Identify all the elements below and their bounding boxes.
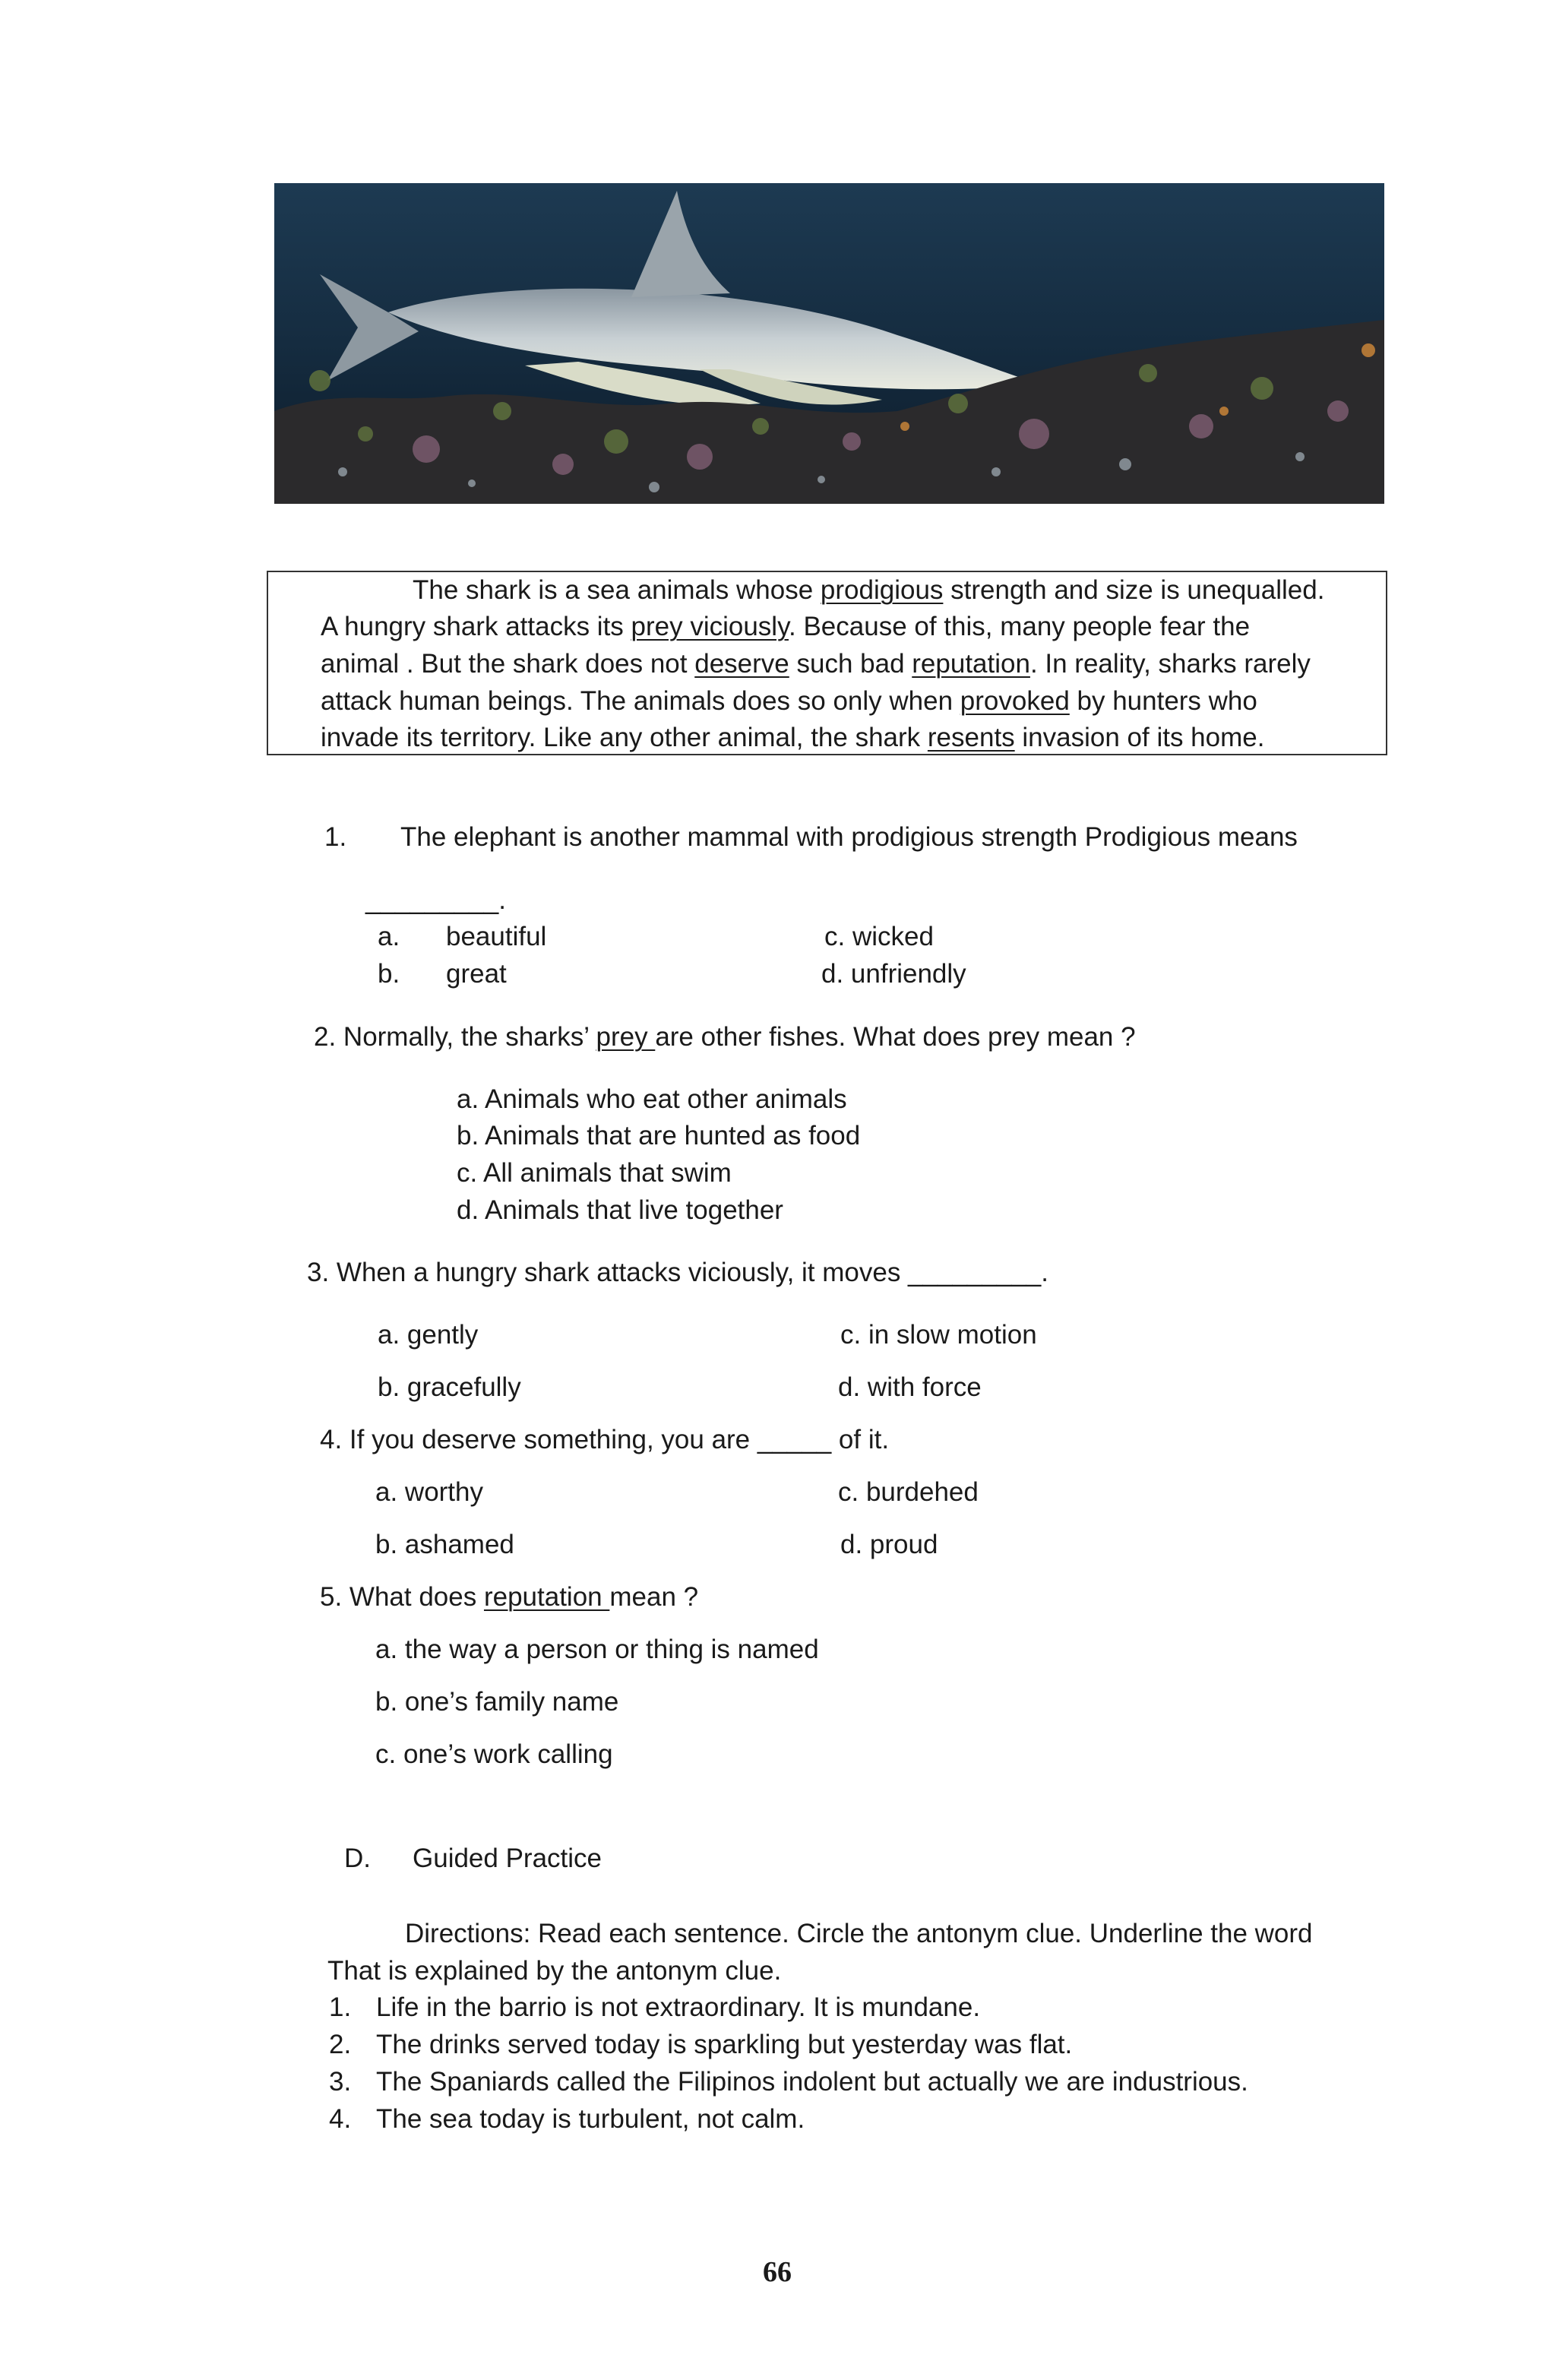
q5-option-a: a. the way a person or thing is named — [375, 1635, 819, 1664]
q2-option-d: d. Animals that live together — [457, 1195, 783, 1225]
passage-line-4: attack human beings. The animals does so only when provoked by hunters who — [321, 686, 1257, 716]
q1-a-letter: a. — [378, 922, 400, 951]
q1-number: 1. — [324, 822, 347, 852]
practice-item-1-number: 1. — [329, 1992, 352, 2022]
q5-option-c: c. one’s work calling — [375, 1739, 613, 1769]
practice-item-2: The drinks served today is sparkling but yesterday was flat. — [376, 2030, 1073, 2059]
q4-option-b: b. ashamed — [375, 1530, 514, 1559]
q3-option-c: c. in slow motion — [840, 1320, 1037, 1350]
q1-b-text: great — [446, 959, 507, 989]
q1-a-text: beautiful — [446, 922, 547, 951]
practice-item-2-number: 2. — [329, 2030, 352, 2059]
q5-text: 5. What does reputation mean ? — [320, 1582, 699, 1612]
q2-option-c: c. All animals that swim — [457, 1158, 732, 1188]
shark-photo — [274, 183, 1384, 504]
q2-option-a: a. Animals who eat other animals — [457, 1084, 847, 1114]
passage-line-1: The shark is a sea animals whose prodigious strength and size is unequalled. — [413, 575, 1325, 605]
q2-text: 2. Normally, the sharks’ prey are other fishes. What does prey mean ? — [314, 1022, 1136, 1052]
practice-item-4-number: 4. — [329, 2104, 352, 2134]
passage-line-3: animal . But the shark does not deserve such bad reputation. In reality, sharks rarely — [321, 649, 1311, 679]
q1-blank: _________. — [365, 885, 506, 915]
passage-line-2: A hungry shark attacks its prey viciously. Because of this, many people fear the — [321, 612, 1251, 641]
passage-box — [267, 571, 1387, 755]
practice-item-3: The Spaniards called the Filipinos indolent but actually we are industrious. — [376, 2067, 1248, 2097]
q1-d: d. unfriendly — [821, 959, 966, 989]
q1-c: c. wicked — [824, 922, 934, 951]
section-letter: D. — [344, 1844, 371, 1873]
q1-b-letter: b. — [378, 959, 400, 989]
practice-item-1: Life in the barrio is not extraordinary. It is mundane. — [376, 1992, 981, 2022]
q4-option-c: c. burdehed — [838, 1477, 979, 1507]
page-number: 66 — [763, 2256, 792, 2288]
q3-option-a: a. gently — [378, 1320, 479, 1350]
q5-option-b: b. one’s family name — [375, 1687, 619, 1717]
q4-option-d: d. proud — [840, 1530, 938, 1559]
practice-item-3-number: 3. — [329, 2067, 352, 2097]
practice-item-4: The sea today is turbulent, not calm. — [376, 2104, 805, 2134]
q1-text: The elephant is another mammal with prodigious strength Prodigious means — [400, 822, 1298, 852]
q2-option-b: b. Animals that are hunted as food — [457, 1121, 861, 1150]
q3-option-b: b. gracefully — [378, 1372, 521, 1402]
passage-line-5: invade its territory. Like any other animal, the shark resents invasion of its home. — [321, 723, 1265, 752]
directions-line-2: That is explained by the antonym clue. — [327, 1956, 782, 1986]
q3-option-d: d. with force — [838, 1372, 982, 1402]
q4-option-a: a. worthy — [375, 1477, 483, 1507]
directions-line-1: Directions: Read each sentence. Circle the antonym clue. Underline the word — [405, 1919, 1313, 1948]
q3-text: 3. When a hungry shark attacks viciously, it moves _________. — [307, 1258, 1048, 1287]
q4-text: 4. If you deserve something, you are _____ of it. — [320, 1425, 890, 1454]
section-title: Guided Practice — [413, 1844, 602, 1873]
